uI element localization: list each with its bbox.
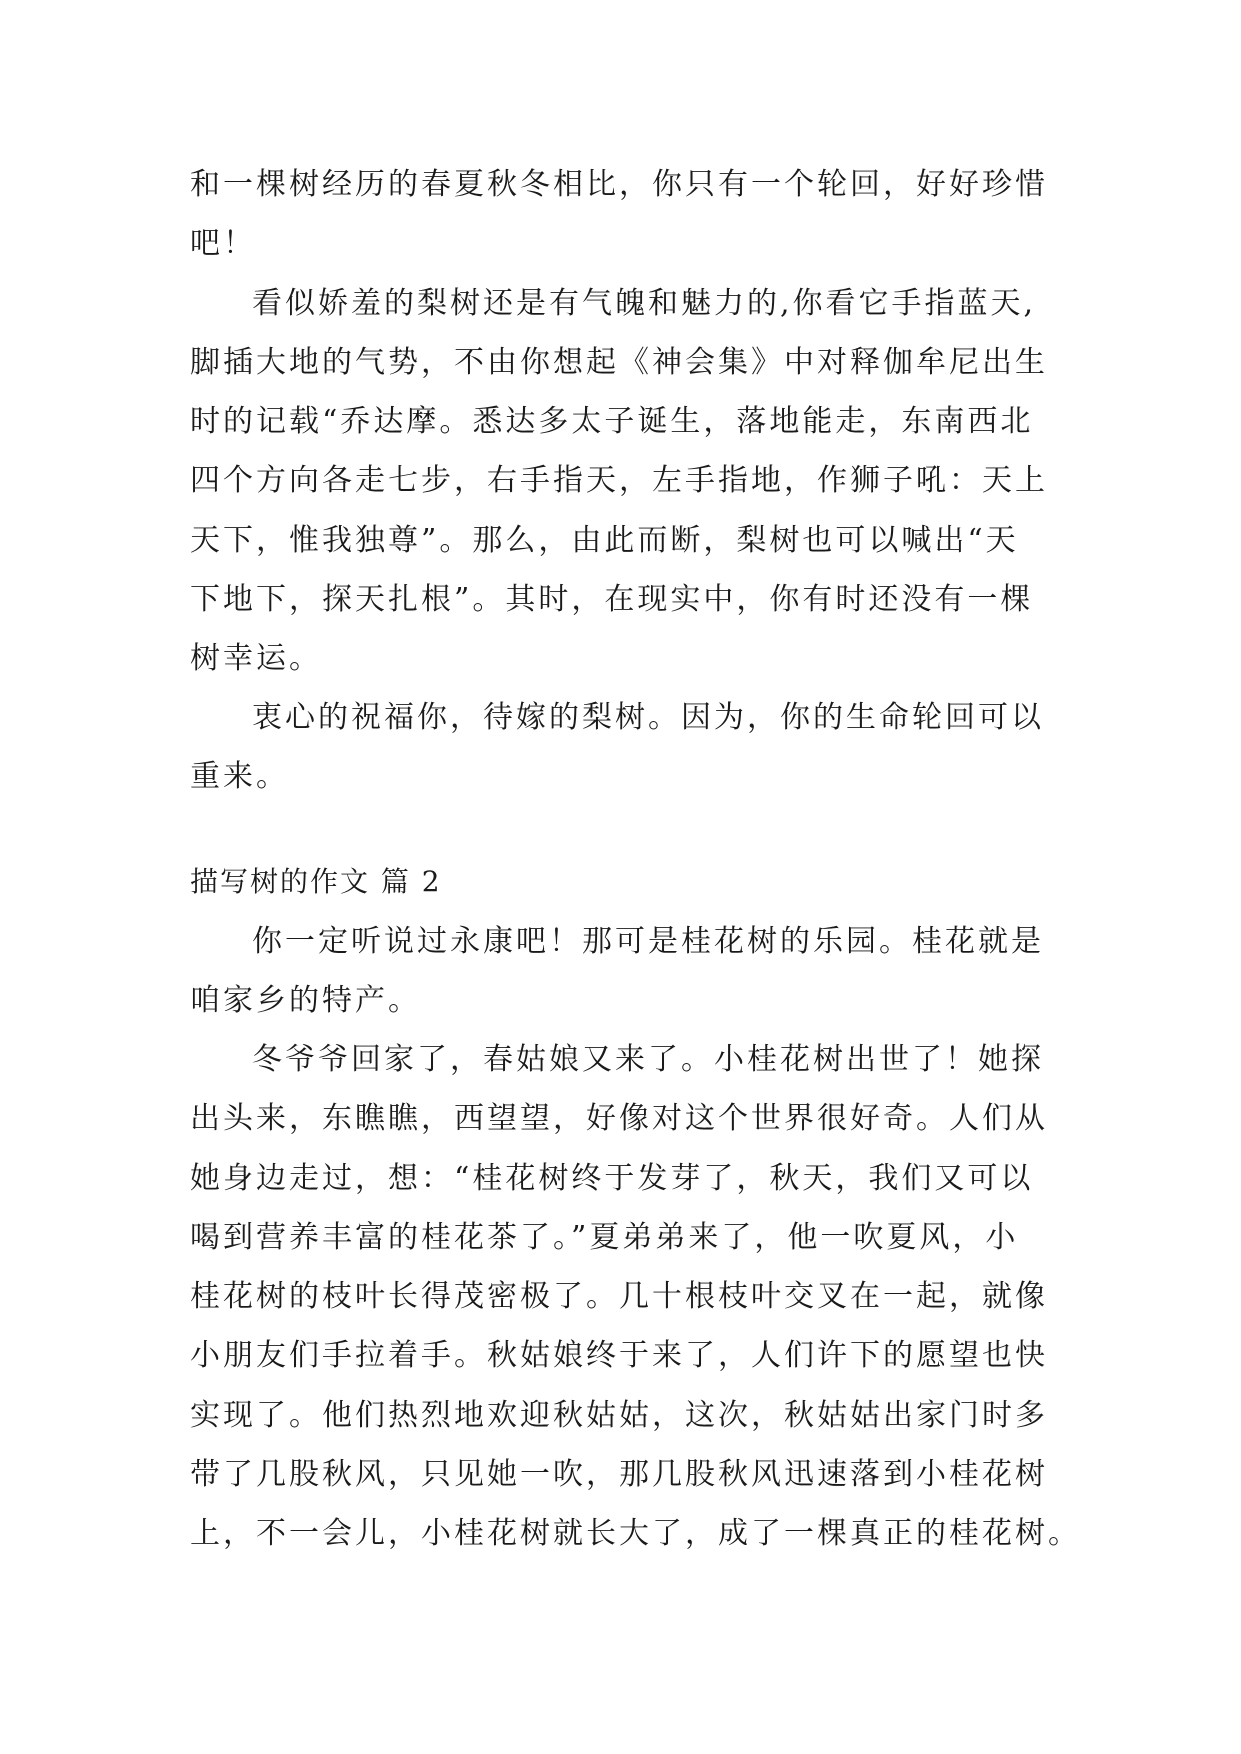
paragraph-line: 时的记载“乔达摩。悉达多太子诞生，落地能走，东南西北 bbox=[190, 404, 1034, 439]
paragraph-line: 桂花树的枝叶长得茂密极了。几十根枝叶交叉在一起，就像 bbox=[190, 1279, 1048, 1314]
paragraph-line: 树幸运。 bbox=[190, 641, 322, 676]
paragraph-line: 喝到营养丰富的桂花茶了。”夏弟弟来了，他一吹夏风，小 bbox=[190, 1220, 1019, 1255]
paragraph-line: 小朋友们手拉着手。秋姑娘终于来了，人们许下的愿望也快 bbox=[190, 1338, 1048, 1373]
paragraph-line: 你一定听说过永康吧！那可是桂花树的乐园。桂花就是 bbox=[252, 924, 1044, 959]
paragraph-line: 看似娇羞的梨树还是有气魄和魅力的,你看它手指蓝天, bbox=[252, 286, 1037, 321]
paragraph-line: 她身边走过，想：“桂花树终于发芽了，秋天，我们又可以 bbox=[190, 1161, 1034, 1196]
paragraph-line: 咱家乡的特产。 bbox=[190, 983, 421, 1018]
paragraph-line: 衷心的祝福你，待嫁的梨树。因为，你的生命轮回可以 bbox=[252, 700, 1044, 735]
paragraph-line: 出头来，东瞧瞧，西望望，好像对这个世界很好奇。人们从 bbox=[190, 1101, 1048, 1136]
paragraph-line: 天下，惟我独尊”。那么，由此而断，梨树也可以喊出“天 bbox=[190, 523, 1019, 558]
paragraph-line: 下地下，探天扎根”。其时，在现实中，你有时还没有一棵 bbox=[190, 582, 1034, 617]
paragraph-line: 重来。 bbox=[190, 759, 289, 794]
paragraph-line: 吧！ bbox=[190, 226, 256, 261]
paragraph-line: 实现了。他们热烈地欢迎秋姑姑，这次，秋姑姑出家门时多 bbox=[190, 1398, 1048, 1433]
paragraph-line: 上，不一会儿，小桂花树就长大了，成了一棵真正的桂花树。 bbox=[190, 1516, 1081, 1551]
paragraph-line: 和一棵树经历的春夏秋冬相比，你只有一个轮回，好好珍惜 bbox=[190, 167, 1048, 202]
paragraph-line: 四个方向各走七步，右手指天，左手指地，作狮子吼：天上 bbox=[190, 463, 1048, 498]
section-heading: 描写树的作文 篇 2 bbox=[190, 865, 442, 898]
paragraph-line: 带了几股秋风，只见她一吹，那几股秋风迅速落到小桂花树 bbox=[190, 1457, 1048, 1492]
paragraph-line: 冬爷爷回家了，春姑娘又来了。小桂花树出世了！她探 bbox=[252, 1042, 1044, 1077]
paragraph-line: 脚插大地的气势，不由你想起《神会集》中对释伽牟尼出生 bbox=[190, 345, 1048, 380]
